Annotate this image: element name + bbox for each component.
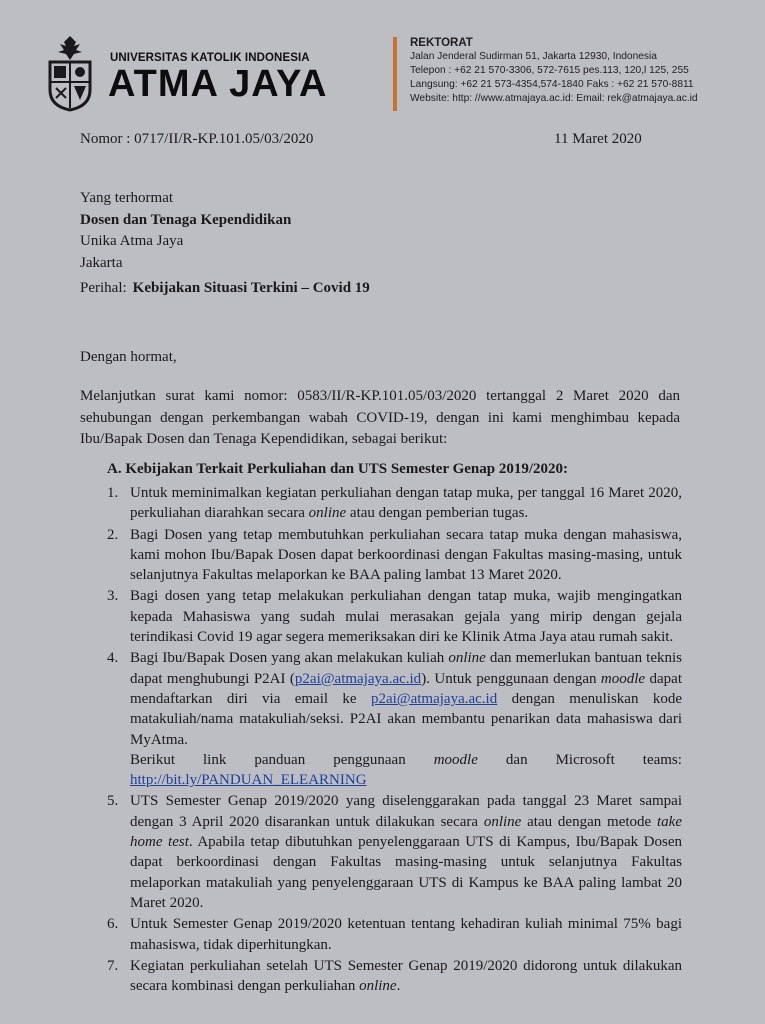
rektorat-contact-block xyxy=(410,36,698,106)
office-title: REKTORAT xyxy=(410,37,473,49)
item-text: Untuk Semester Genap 2019/2020 ketentuan tentang kehadiran kuliah minimal 75% bagi mahasiswa, tidak diperhitungkan. xyxy=(130,916,682,953)
office-address: Jalan Jenderal Sudirman 51, Jakarta 12930, Indonesia xyxy=(410,51,657,62)
letter-number: Nomor : 0717/II/R-KP.101.05/03/2020 xyxy=(80,131,314,147)
item-text: Bagi dosen yang tetap melakukan perkuliahan dengan tatap muka, wajib mengingatkan kepada Mahasiswa yang sudah mulai merasakan gejala yang mirip dengan gejala terindikasi Covid 19 agar segera memeriksakan diri ke Klinik Atma Jaya atau rumah sakit. xyxy=(130,588,682,646)
office-direct-fax: Langsung: +62 21 573-4354,574-1840 Faks : +62 21 570-8811 xyxy=(410,79,694,90)
p2ai-email-link[interactable]: p2ai@atmajaya.ac.id xyxy=(294,670,422,687)
addressee-line: Yang terhormat xyxy=(80,190,174,206)
item-number: 2. xyxy=(107,526,119,543)
letter-date: 11 Maret 2020 xyxy=(554,131,642,147)
list-item xyxy=(107,791,682,913)
policy-list xyxy=(107,483,682,997)
salutation: Dengan hormat, xyxy=(80,349,177,365)
item-number: 3. xyxy=(107,588,119,605)
item-text: Kegiatan perkuliahan setelah UTS Semester Genap 2019/2020 didorong untuk dilakukan secara kombinasi dengan perkuliahan online. xyxy=(130,957,682,995)
university-subtitle: UNIVERSITAS KATOLIK INDONESIA xyxy=(110,52,310,64)
list-item xyxy=(107,525,682,586)
item-number: 6. xyxy=(107,916,119,933)
addressee-block xyxy=(80,188,291,274)
p2ai-email-link-2[interactable]: p2ai@atmajaya.ac.id xyxy=(370,690,498,707)
subject-line xyxy=(80,280,370,297)
item-text: Bagi Ibu/Bapak Dosen yang akan melakukan kuliah online dan memerlukan bantuan teknis dapat menghubungi P2AI (p2ai@atmajaya.ac.id). Untuk penggunaan dengan moodle dapat mendaftarkan diri via email ke p2ai@atmajaya.ac.id dengan menuliskan kode matakuliah/nama matakuliah/seksi. P2AI akan membantu penarikan data mahasiswa dari MyAtma. Berikut link panduan penggunaan moodle dan Microsoft teams: http://bit.ly/PANDUAN_ELEARNING xyxy=(130,650,683,789)
university-name: ATMA JAYA xyxy=(108,63,328,105)
addressee-line: Jakarta xyxy=(80,254,123,271)
item-text: Bagi Dosen yang tetap membutuhkan perkuliahan secara tatap muka dengan mahasiswa, kami mohon Ibu/Bapak Dosen dapat berkoordinasi dengan Fakultas masing-masing, untuk selanjutnya Fakultas melaporkan ke BAA paling lambat 13 Maret 2020. xyxy=(130,526,682,584)
subject-value: Kebijakan Situasi Terkini – Covid 19 xyxy=(132,280,370,296)
list-item xyxy=(107,586,682,647)
office-website-email: Website: http: //www.atmajaya.ac.id: Email: rek@atmajaya.ac.id xyxy=(410,93,698,104)
item-number: 5. xyxy=(107,793,119,810)
list-item xyxy=(107,648,682,790)
item-number: 4. xyxy=(107,650,119,667)
list-item xyxy=(107,914,682,955)
addressee-line: Unika Atma Jaya xyxy=(80,233,184,249)
elearning-guide-link[interactable]: http://bit.ly/PANDUAN_ELEARNING xyxy=(130,772,367,789)
atma-jaya-crest-icon xyxy=(46,34,94,112)
section-title: A. Kebijakan Terkait Perkuliahan dan UTS Semester Genap 2019/2020: xyxy=(107,461,569,477)
guide-line: Berikut link panduan penggunaan moodle dan Microsoft teams: xyxy=(130,751,682,768)
header-accent-bar xyxy=(393,37,397,111)
addressee-line: Dosen dan Tenaga Kependidikan xyxy=(80,211,292,228)
list-item xyxy=(107,483,682,524)
office-phone: Telepon : +62 21 570-3306, 572-7615 pes.113, 120,l 125, 255 xyxy=(410,65,689,76)
item-number: 7. xyxy=(107,957,119,974)
intro-paragraph: Melanjutkan surat kami nomor: 0583/II/R-KP.101.05/03/2020 tertanggal 2 Maret 2020 dan sehubungan dengan perkembangan wabah COVID-19, dengan ini kami menghimbau kepada Ibu/Bapak Dosen dan Tenaga Kependidikan, sebagai berikut: xyxy=(80,388,680,447)
item-number: 1. xyxy=(107,485,119,501)
item-text: UTS Semester Genap 2019/2020 yang diselenggarakan pada tanggal 23 Maret sampai dengan 3 April 2020 disarankan untuk dilakukan secara online atau dengan metode take home test. Apabila tetap dibutuhkan penyelenggaraan UTS di Kampus, Ibu/Bapak Dosen dapat berkoordinasi dengan Fakultas masing-masing untuk selanjutnya Fakultas melaporkan matakuliah yang penyelenggaraan UTS di Kampus ke BAA paling lambat 20 Maret 2020. xyxy=(130,793,683,911)
item-text: Untuk meminimalkan kegiatan perkuliahan dengan tatap muka, per tanggal 16 Maret 2020, perkuliahan diarahkan secara online atau dengan pemberian tugas. xyxy=(130,485,682,522)
list-item xyxy=(107,956,682,997)
subject-label: Perihal: xyxy=(80,280,127,296)
